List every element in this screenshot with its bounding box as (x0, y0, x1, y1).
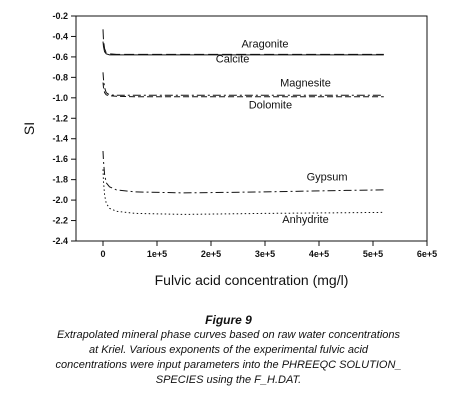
curve-label-magnesite: Magnesite (280, 77, 331, 90)
y-tick-label: -0.2 (52, 11, 68, 21)
x-tick-label: 1e+5 (146, 249, 168, 259)
y-axis-title: SI (21, 121, 37, 136)
y-tick-label: -2.4 (52, 236, 68, 246)
y-tick-label: -2.0 (52, 195, 68, 206)
curve-label-dolomite: Dolomite (248, 99, 293, 112)
y-tick-label: -0.4 (52, 31, 68, 42)
x-tick-label: 2e+5 (200, 249, 222, 259)
y-tick-label: -1.6 (52, 154, 68, 165)
x-tick-label: 6e+5 (416, 249, 438, 259)
curve-label-gypsum: Gypsum (306, 171, 348, 184)
x-tick-label: 0 (100, 249, 106, 259)
series-line-dolomite (103, 83, 384, 97)
y-axis-ticks (52, 11, 76, 246)
x-tick-label: 4e+5 (308, 249, 330, 259)
curve-label-anhydrite: Anhydrite (282, 214, 329, 227)
y-tick-label: -1.0 (52, 92, 68, 103)
y-tick-label: -1.4 (52, 133, 68, 144)
curve-label-calcite: Calcite (215, 53, 250, 66)
x-axis-ticks (100, 241, 437, 259)
y-tick-label: -0.8 (52, 72, 68, 83)
series-line-magnesite (103, 72, 384, 95)
x-tick-label: 5e+5 (362, 249, 384, 259)
figure-caption: Extrapolated mineral phase curves based on raw water concentrations at Kriel. Various exponents of the experimental fulvic acid concentrations were input parameters into the PHREEQC SOLUTION_ SPECIES using the F_H.DAT. (55, 329, 402, 386)
figure-title: Figure 9 (205, 313, 252, 327)
curve-labels (216, 39, 348, 226)
y-tick-label: -1.2 (52, 113, 68, 124)
y-tick-label: -2.2 (52, 215, 68, 226)
x-tick-label: 3e+5 (254, 249, 276, 259)
figure-caption-block (0, 312, 457, 388)
x-axis-title: Fulvic acid concentration (mg/l) (154, 272, 349, 288)
y-tick-label: -1.8 (52, 174, 68, 185)
y-tick-label: -0.6 (52, 51, 68, 62)
curve-label-aragonite: Aragonite (241, 38, 289, 51)
